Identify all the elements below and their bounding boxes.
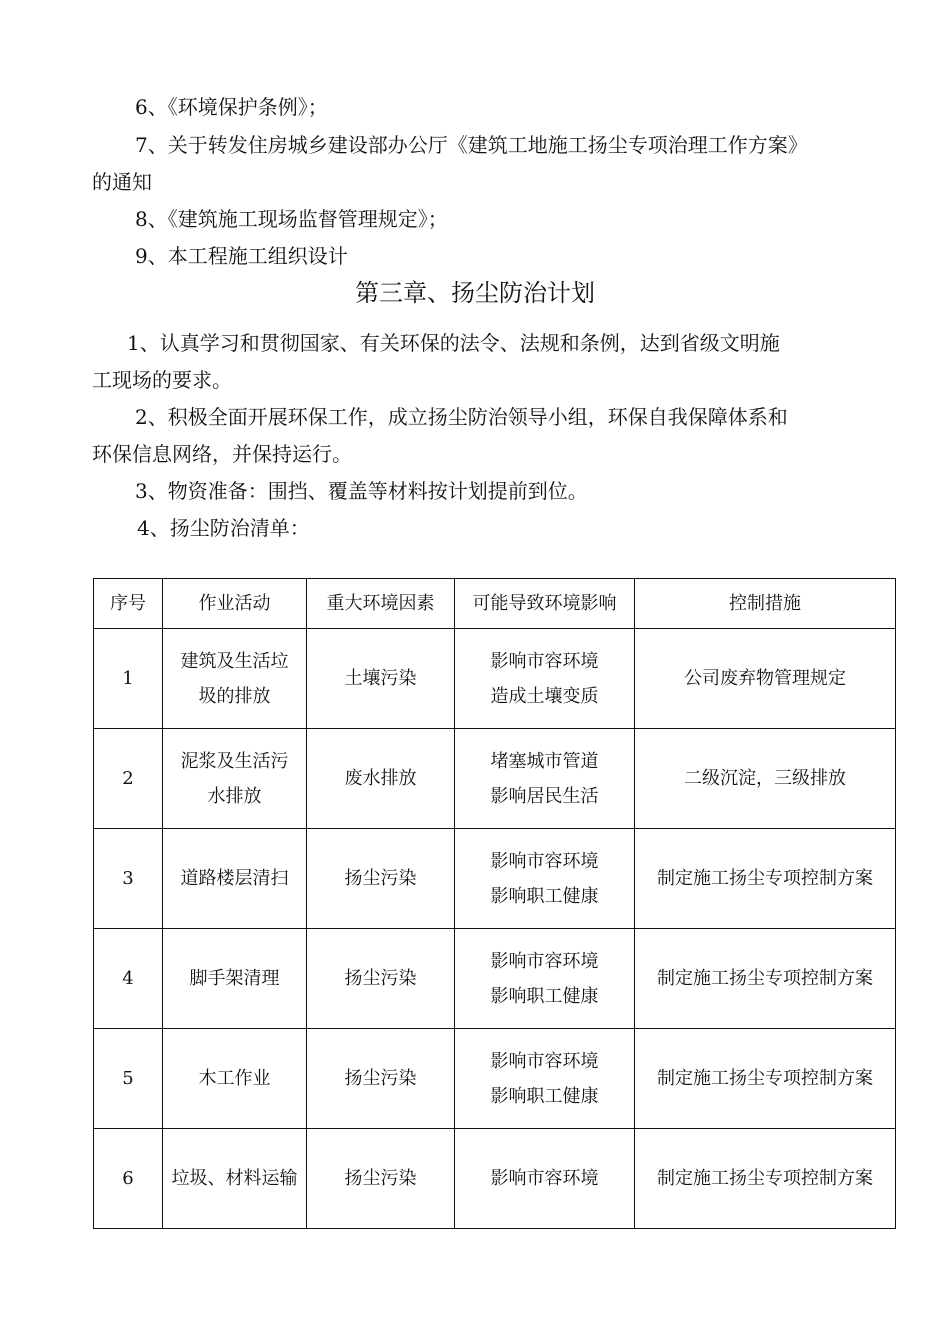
cell-activity <box>163 1029 307 1129</box>
cell-activity-text: 水排放 <box>207 785 262 807</box>
cell-impact <box>455 1029 635 1129</box>
plan-item-4: 4、扬尘防治清单： <box>137 516 310 540</box>
cell-activity-text: 建筑及生活垃 <box>180 650 289 672</box>
cell-activity-text: 道路楼层清扫 <box>180 868 289 889</box>
cell-factor <box>307 829 455 929</box>
cell-measure-text: 制定施工扬尘专项控制方案 <box>657 1168 873 1189</box>
cell-factor-text: 废水排放 <box>344 768 417 789</box>
plan-item-1-continued: 工现场的要求。 <box>92 368 232 392</box>
cell-impact-text: 影响居民生活 <box>490 785 599 807</box>
plan-item-3: 3、物资准备：围挡、覆盖等材料按计划提前到位。 <box>135 479 588 503</box>
cell-activity <box>163 629 307 729</box>
cell-factor-text: 扬尘污染 <box>344 868 417 889</box>
cell-impact-text: 影响市容环境 <box>490 650 599 672</box>
cell-no <box>94 829 163 929</box>
cell-no <box>94 1029 163 1129</box>
cell-activity <box>163 929 307 1029</box>
cell-impact-text: 影响市容环境 <box>490 950 599 972</box>
cell-impact <box>455 1129 635 1229</box>
cell-impact-text: 影响市容环境 <box>490 1168 599 1189</box>
cell-impact-text: 影响职工健康 <box>490 1085 599 1107</box>
cell-impact-text: 堵塞城市管道 <box>490 750 599 772</box>
table-header-row <box>94 579 896 629</box>
cell-factor-text: 扬尘污染 <box>344 1168 417 1189</box>
cell-factor-text: 扬尘污染 <box>344 1068 417 1089</box>
cell-activity <box>163 829 307 929</box>
cell-no <box>94 629 163 729</box>
cell-measure <box>635 629 896 729</box>
reference-item-7: 7、关于转发住房城乡建设部办公厅《建筑工地施工扬尘专项治理工作方案》 <box>135 133 808 157</box>
cell-activity-text: 垃圾、材料运输 <box>171 1168 298 1189</box>
cell-impact-text: 影响市容环境 <box>490 1050 599 1072</box>
cell-factor <box>307 1129 455 1229</box>
cell-impact-text: 影响市容环境 <box>490 850 599 872</box>
header-activity: 作业活动 <box>163 579 307 629</box>
cell-factor <box>307 629 455 729</box>
header-no: 序号 <box>94 579 163 629</box>
cell-measure <box>635 1129 896 1229</box>
cell-activity-text: 木工作业 <box>198 1068 271 1089</box>
cell-factor-text: 扬尘污染 <box>344 968 417 989</box>
plan-item-2: 2、积极全面开展环保工作，成立扬尘防治领导小组，环保自我保障体系和 <box>135 405 788 429</box>
table-row <box>94 629 896 729</box>
cell-measure-text: 制定施工扬尘专项控制方案 <box>657 1068 873 1089</box>
chapter-title: 第三章、扬尘防治计划 <box>355 279 595 307</box>
cell-impact-text: 影响职工健康 <box>490 985 599 1007</box>
table-row <box>94 729 896 829</box>
cell-impact <box>455 829 635 929</box>
cell-impact-text: 影响职工健康 <box>490 885 599 907</box>
cell-impact <box>455 729 635 829</box>
cell-measure-text: 制定施工扬尘专项控制方案 <box>657 968 873 989</box>
cell-measure <box>635 829 896 929</box>
reference-item-8: 8、《建筑施工现场监督管理规定》； <box>135 207 448 231</box>
cell-factor-text: 土壤污染 <box>344 668 417 689</box>
cell-factor <box>307 1029 455 1129</box>
header-measure: 控制措施 <box>635 579 896 629</box>
reference-item-7-continued: 的通知 <box>92 170 152 194</box>
cell-no <box>94 1129 163 1229</box>
cell-impact <box>455 629 635 729</box>
cell-no <box>94 929 163 1029</box>
cell-activity <box>163 729 307 829</box>
cell-activity-text: 圾的排放 <box>198 685 271 707</box>
cell-measure-text: 二级沉淀，三级排放 <box>684 768 846 789</box>
reference-item-6: 6、《环境保护条例》； <box>135 95 328 119</box>
table-row <box>94 829 896 929</box>
table-row <box>94 929 896 1029</box>
cell-no <box>94 729 163 829</box>
cell-no-text: 4 <box>122 968 134 989</box>
cell-measure-text: 公司废弃物管理规定 <box>684 668 846 689</box>
cell-no-text: 1 <box>122 668 134 689</box>
table-row <box>94 1029 896 1129</box>
cell-measure-text: 制定施工扬尘专项控制方案 <box>657 868 873 889</box>
plan-item-2-continued: 环保信息网络，并保持运行。 <box>92 442 352 466</box>
header-impact: 可能导致环境影响 <box>455 579 635 629</box>
cell-measure <box>635 1029 896 1129</box>
cell-measure <box>635 729 896 829</box>
plan-item-1: 1、认真学习和贯彻国家、有关环保的法令、法规和条例，达到省级文明施 <box>127 331 780 355</box>
dust-control-table <box>93 578 896 1229</box>
cell-measure <box>635 929 896 1029</box>
cell-activity-text: 泥浆及生活污 <box>180 750 289 772</box>
reference-item-9: 9、本工程施工组织设计 <box>135 244 348 268</box>
table-row <box>94 1129 896 1229</box>
cell-no-text: 2 <box>122 768 134 789</box>
cell-activity-text: 脚手架清理 <box>189 968 280 989</box>
cell-no-text: 5 <box>122 1068 134 1089</box>
cell-impact-text: 造成土壤变质 <box>490 685 599 707</box>
cell-impact <box>455 929 635 1029</box>
header-factor: 重大环境因素 <box>307 579 455 629</box>
cell-no-text: 6 <box>122 1168 134 1189</box>
cell-factor <box>307 729 455 829</box>
cell-activity <box>163 1129 307 1229</box>
cell-no-text: 3 <box>122 868 134 889</box>
cell-factor <box>307 929 455 1029</box>
